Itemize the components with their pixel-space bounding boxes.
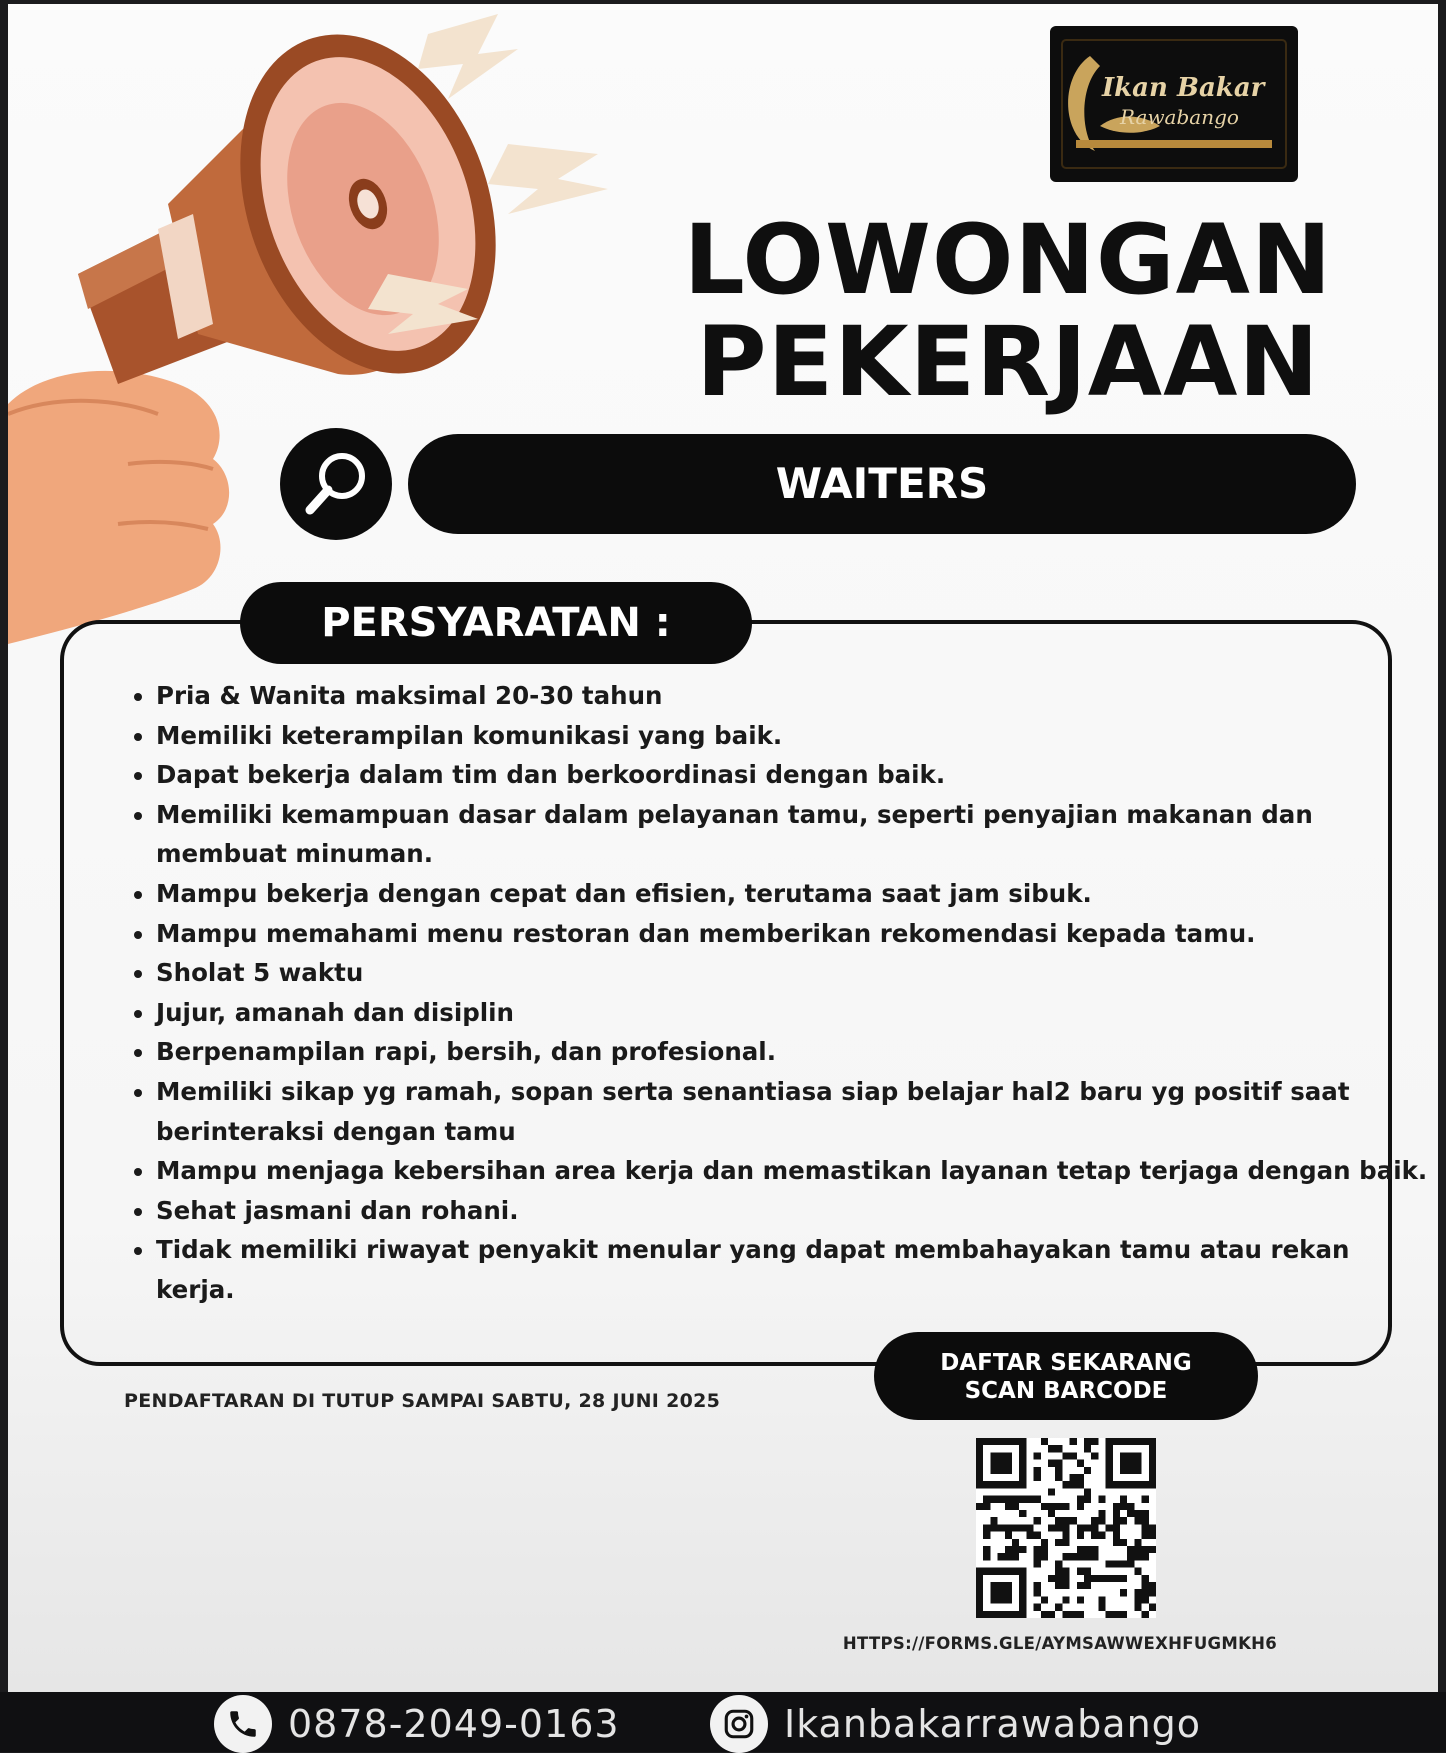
brand-logo xyxy=(1050,26,1298,182)
requirement-item: • Memiliki keterampilan komunikasi yang baik. xyxy=(156,716,1428,756)
registration-deadline: PENDAFTARAN DI TUTUP SAMPAI SABTU, 28 JUNI 2025 xyxy=(124,1390,721,1412)
page-title xyxy=(648,204,1368,418)
cta-line-2: SCAN BARCODE xyxy=(964,1378,1168,1404)
megaphone-icon xyxy=(8,4,648,664)
requirements-list xyxy=(124,676,1428,1310)
svg-text:Rawabango: Rawabango xyxy=(1120,105,1239,129)
position-title: WAITERS xyxy=(408,434,1356,534)
requirement-item: • Memiliki kemampuan dasar dalam pelayanan tamu, seperti penyajian makanan dan membuat minuman. xyxy=(156,795,1428,874)
footer-phone[interactable] xyxy=(214,1700,620,1748)
logo-emblem xyxy=(1050,26,1298,182)
svg-text:Ikan Bakar: Ikan Bakar xyxy=(1102,73,1265,103)
requirement-item: • Pria & Wanita maksimal 20-30 tahun xyxy=(156,676,1428,716)
requirement-item: • Sehat jasmani dan rohani. xyxy=(156,1191,1428,1231)
form-url[interactable]: HTTPS://FORMS.GLE/AYMSAWWEXHFUGMKH6 xyxy=(842,1634,1278,1653)
instagram-icon xyxy=(710,1695,768,1753)
requirements-heading: PERSYARATAN : xyxy=(240,582,752,664)
footer xyxy=(0,1692,1446,1752)
requirement-item: • Memiliki sikap yg ramah, sopan serta senantiasa siap belajar hal2 baru yg positif saat berinteraksi dengan tamu xyxy=(156,1072,1428,1151)
cta-line-1: DAFTAR SEKARANG xyxy=(940,1350,1192,1376)
requirement-item: • Sholat 5 waktu xyxy=(156,953,1428,993)
instagram-handle: Ikanbakarrawabango xyxy=(784,1702,1202,1746)
requirement-item: • Tidak memiliki riwayat penyakit menular yang dapat membahayakan tamu atau rekan kerja. xyxy=(156,1230,1428,1309)
phone-icon xyxy=(214,1695,272,1753)
requirement-item: • Mampu memahami menu restoran dan memberikan rekomendasi kepada tamu. xyxy=(156,914,1428,954)
qr-code[interactable] xyxy=(976,1438,1156,1618)
footer-instagram[interactable] xyxy=(710,1700,1201,1748)
title-line-1: LOWONGAN xyxy=(683,204,1333,316)
requirement-item: • Berpenampilan rapi, bersih, dan profesional. xyxy=(156,1032,1428,1072)
search-icon xyxy=(280,428,392,540)
requirement-item: • Jujur, amanah dan disiplin xyxy=(156,993,1428,1033)
search-badge xyxy=(280,428,392,540)
title-line-2: PEKERJAAN xyxy=(696,306,1320,418)
job-poster xyxy=(8,4,1438,1692)
requirement-item: • Mampu menjaga kebersihan area kerja dan memastikan layanan tetap terjaga dengan baik. xyxy=(156,1151,1428,1191)
register-cta xyxy=(874,1332,1258,1420)
requirement-item: • Dapat bekerja dalam tim dan berkoordinasi dengan baik. xyxy=(156,755,1428,795)
phone-number: 0878-2049-0163 xyxy=(288,1702,620,1746)
requirement-item: • Mampu bekerja dengan cepat dan efisien, terutama saat jam sibuk. xyxy=(156,874,1428,914)
